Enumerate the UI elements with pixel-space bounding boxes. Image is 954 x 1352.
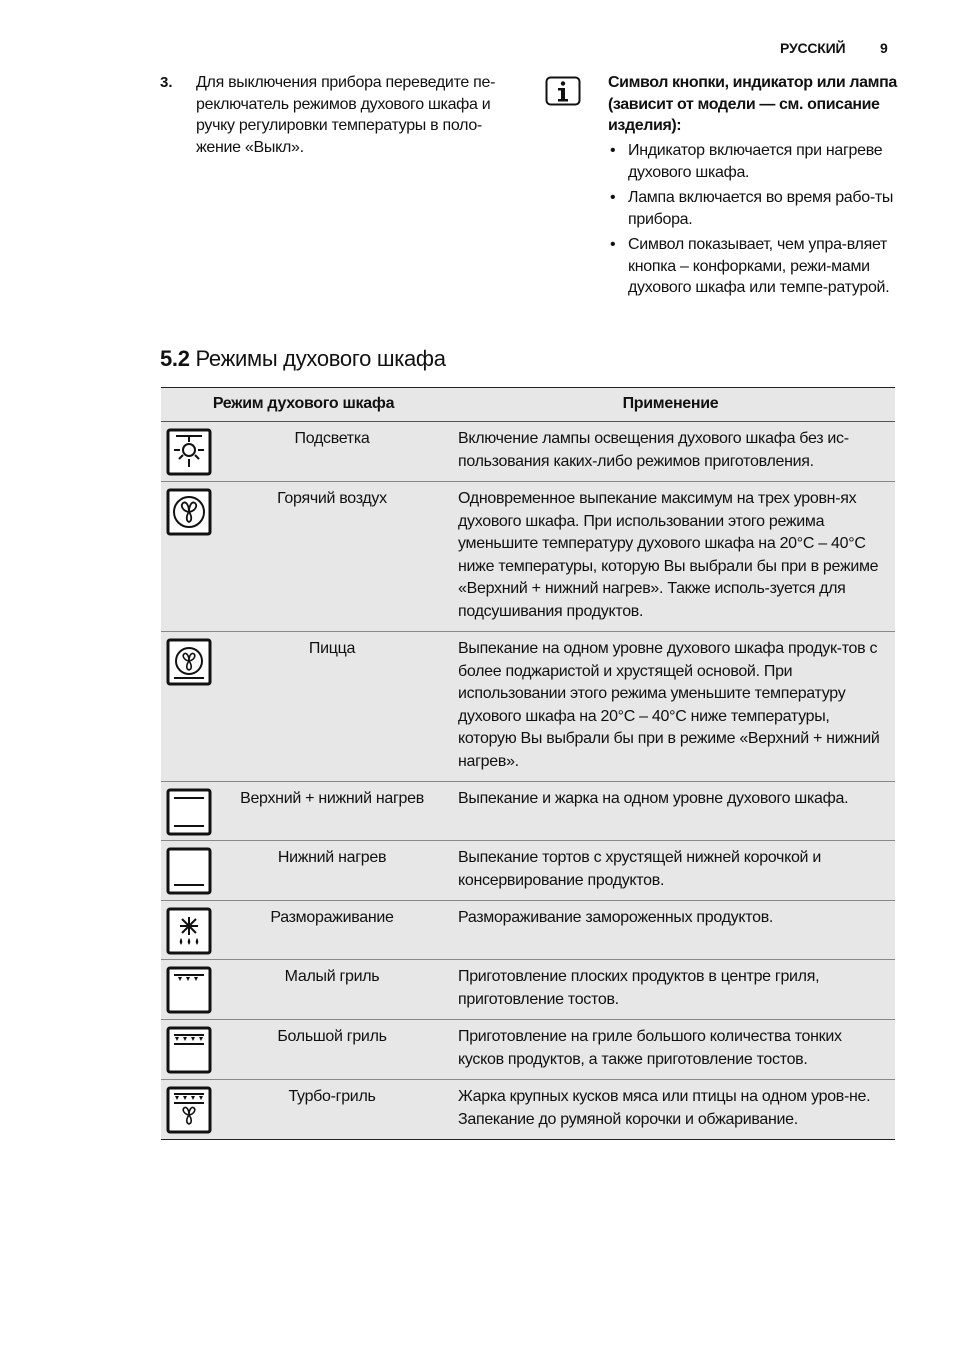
- top-bottom-heat-icon: [166, 788, 212, 836]
- mode-description: Жарка крупных кусков мяса или птицы на одном уров-не. Запекание до румяной корочки и обжаривание.: [446, 1080, 895, 1140]
- table-row: [161, 841, 895, 901]
- pizza-icon: [166, 638, 212, 686]
- mode-description: Приготовление на гриле большого количества тонких кусков продуктов, а также приготовление тостов.: [446, 1020, 895, 1080]
- small-grill-icon: [166, 966, 212, 1014]
- table-row: [161, 632, 895, 782]
- mode-name: Размораживание: [222, 901, 446, 960]
- table-row: [161, 482, 895, 632]
- info-bullet-list: [608, 140, 903, 303]
- info-heading: Символ кнопки, индикатор или лампа (зависит от модели — см. описание изделия):: [608, 74, 897, 134]
- mode-name: Подсветка: [222, 422, 446, 482]
- mode-description: Выпекание тортов с хрустящей нижней корочкой и консервирование продуктов.: [446, 841, 895, 901]
- section-title: [160, 346, 446, 372]
- table-row: [161, 1080, 895, 1140]
- section-number: 5.2: [160, 346, 190, 371]
- header-language: РУССКИЙ: [780, 40, 846, 56]
- info-bullet: • Индикатор включается при нагреве духового шкафа.: [608, 140, 903, 183]
- table-row: [161, 1020, 895, 1080]
- defrost-icon: [166, 907, 212, 955]
- oven-modes-table: [161, 387, 895, 1140]
- mode-name: Пицца: [222, 632, 446, 782]
- large-grill-icon: [166, 1026, 212, 1074]
- bottom-heat-icon: [166, 847, 212, 895]
- fan-icon: [166, 488, 212, 536]
- info-bullet: • Лампа включается во время рабо-ты прибора.: [608, 187, 903, 230]
- mode-description: Выпекание на одном уровне духового шкафа продук-тов с более поджаристой и хрустящей основой. При использовании этого режима уменьшите температуру духового шкафа на 20°C – 40°C ниже температуры, которую Вы выбрали бы при в режиме «Верхний + нижний нагрев».: [446, 632, 895, 782]
- mode-name: Малый гриль: [222, 960, 446, 1020]
- section-title-text: Режимы духового шкафа: [195, 346, 446, 371]
- table-row: [161, 422, 895, 482]
- mode-name: Горячий воздух: [222, 482, 446, 632]
- mode-name: Турбо-гриль: [222, 1080, 446, 1140]
- column-header-mode: Режим духового шкафа: [161, 388, 446, 422]
- table-row: [161, 960, 895, 1020]
- mode-description: Одновременное выпекание максимум на трех уровн-ях духового шкафа. При использовании этого режима уменьшите температуру духового шкафа на 20°C – 40°C ниже температуры, которую Вы выбрали бы при в режиме «Верхний + нижний нагрев». Также исполь-зуется для подсушивания продуктов.: [446, 482, 895, 632]
- light-icon: [166, 428, 212, 476]
- mode-description: Размораживание замороженных продуктов.: [446, 901, 895, 960]
- mode-name: Большой гриль: [222, 1020, 446, 1080]
- mode-description: Включение лампы освещения духового шкафа без ис-пользования каких-либо режимов приготовления.: [446, 422, 895, 482]
- mode-description: Выпекание и жарка на одном уровне духового шкафа.: [446, 782, 895, 841]
- column-header-usage: Применение: [446, 388, 895, 422]
- page-number: 9: [880, 40, 888, 56]
- turbo-grill-icon: [166, 1086, 212, 1134]
- info-icon: [545, 76, 581, 106]
- step-text: Для выключения прибора переведите пе-реключатель режимов духового шкафа и ручку регулировки температуры в поло-жение «Выкл».: [196, 74, 496, 156]
- table-row: [161, 901, 895, 960]
- mode-description: Приготовление плоских продуктов в центре гриля, приготовление тостов.: [446, 960, 895, 1020]
- info-bullet: • Символ показывает, чем упра-вляет кнопка – конфорками, режи-мами духового шкафа или темпе-ратурой.: [608, 234, 903, 299]
- table-row: [161, 782, 895, 841]
- mode-name: Верхний + нижний нагрев: [222, 782, 446, 841]
- mode-name: Нижний нагрев: [222, 841, 446, 901]
- step-number: 3.: [160, 74, 173, 91]
- table-header-row: [161, 388, 895, 422]
